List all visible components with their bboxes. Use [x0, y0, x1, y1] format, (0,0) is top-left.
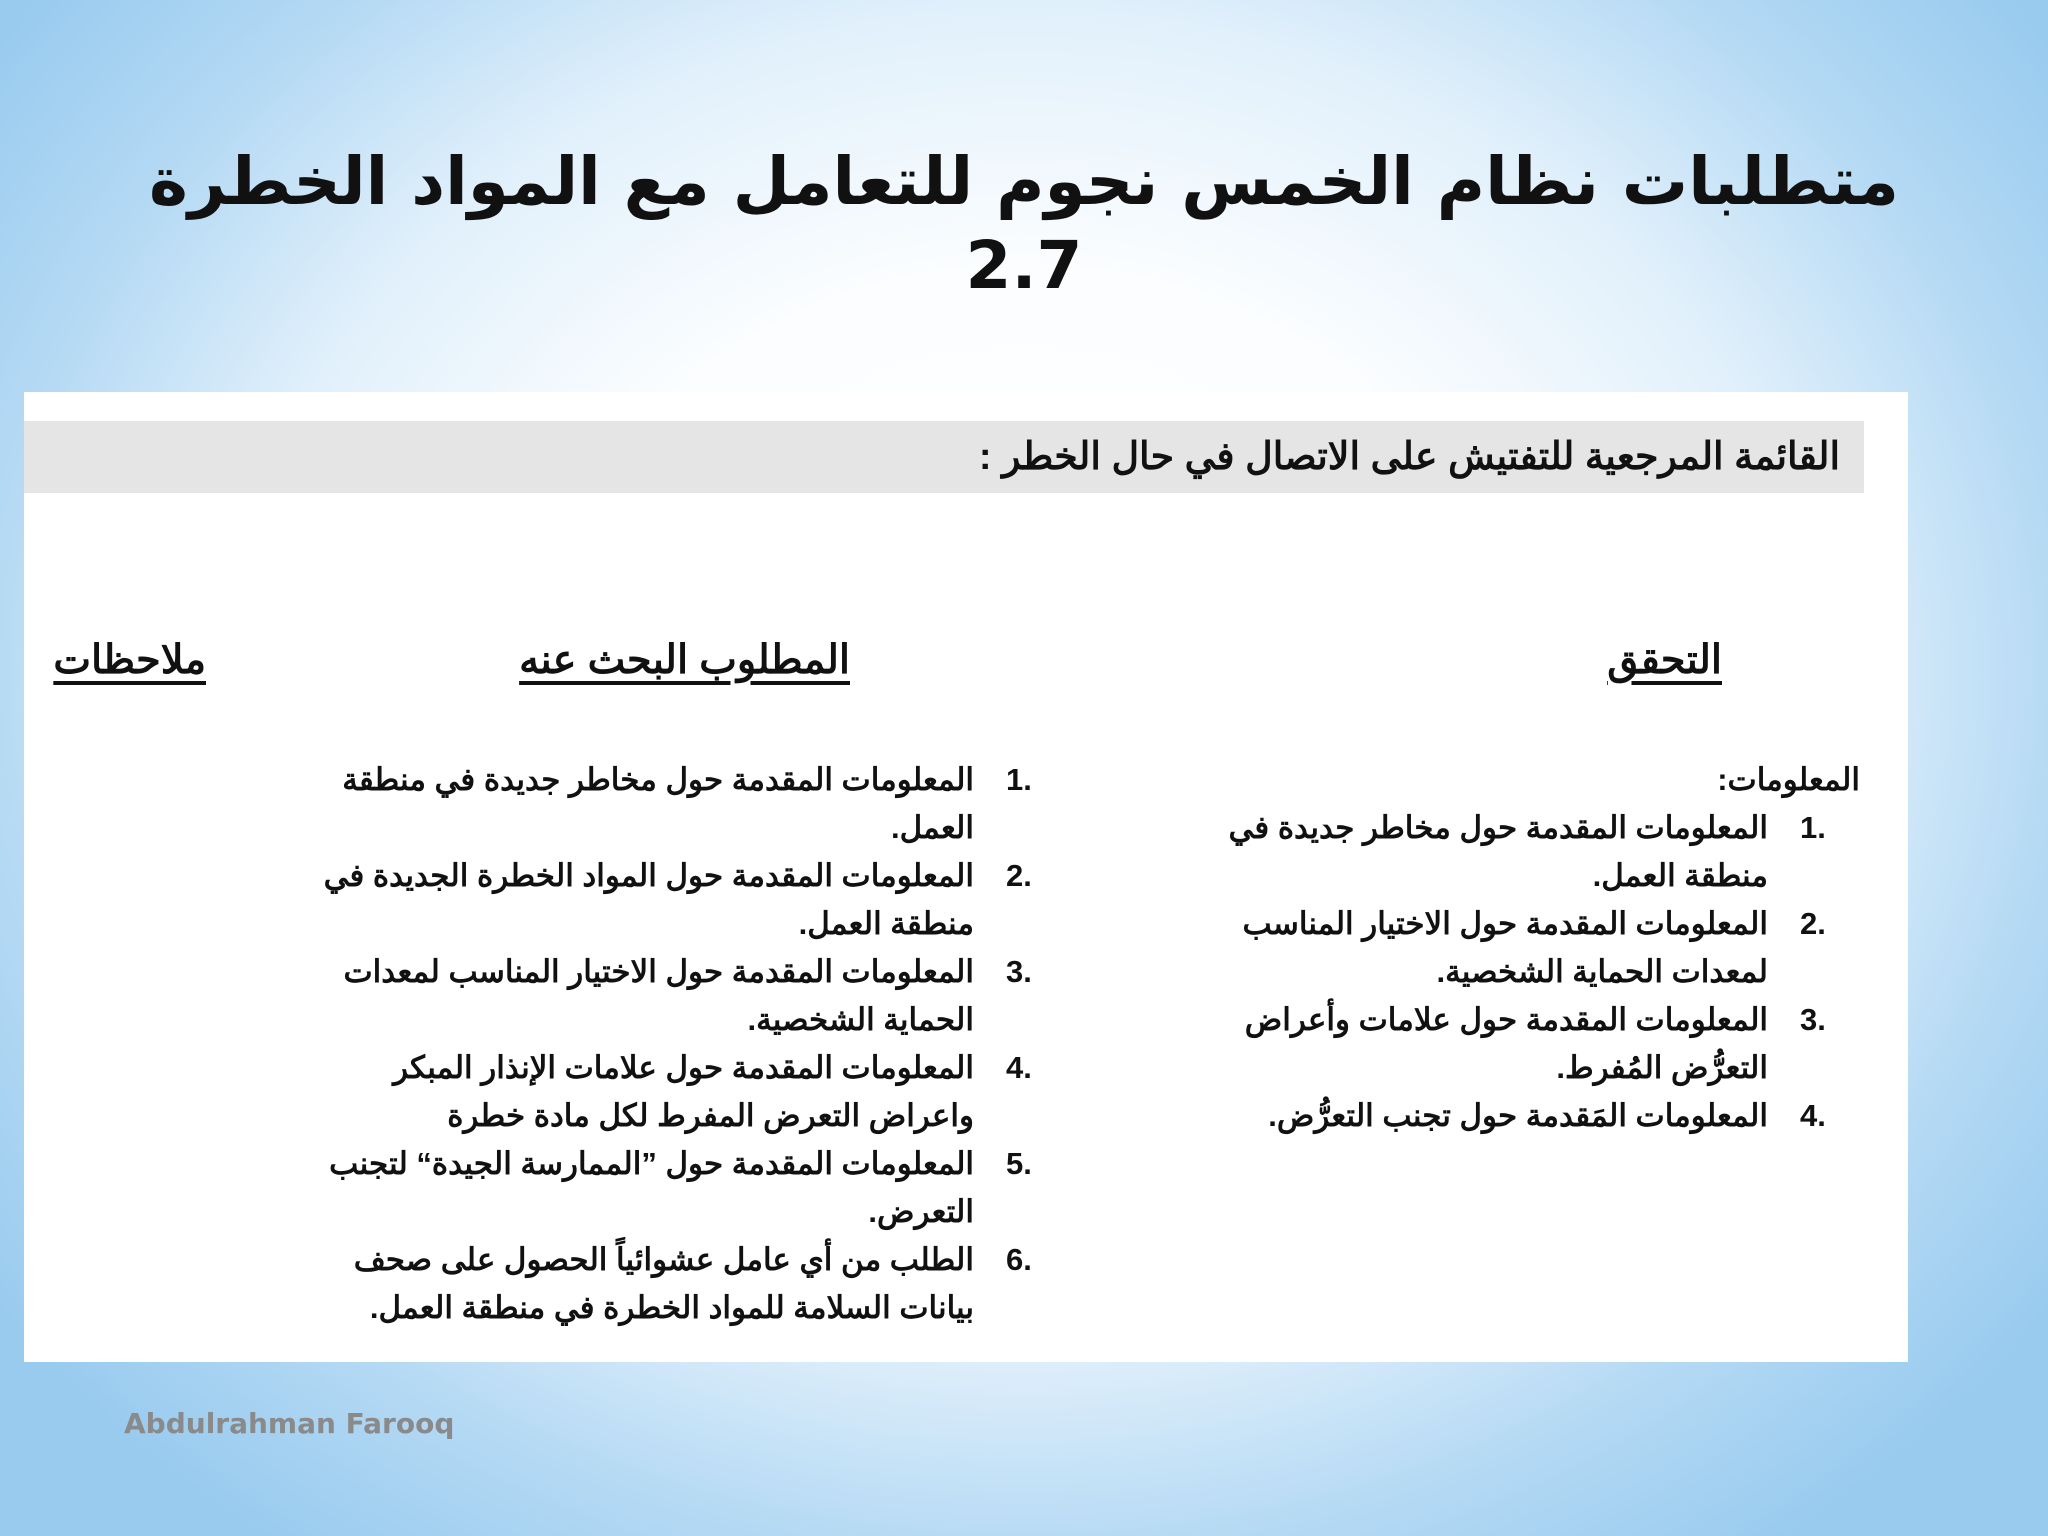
list-item: [1220, 900, 1860, 996]
list-item: [296, 948, 1066, 1044]
checklist-heading: القائمة المرجعية للتفتيش على الاتصال في حال الخطر :: [24, 421, 1864, 493]
item-number: 2.: [1800, 906, 1826, 941]
column-header-verify: التحقق: [1607, 638, 1722, 682]
item-text: المعلومات المقدمة حول المواد الخطرة الجديدة في منطقة العمل.: [323, 858, 974, 941]
item-text: المعلومات المقدمة حول الاختيار المناسب لمعدات الحماية الشخصية.: [343, 954, 974, 1037]
item-text: المعلومات المقدمة حول علامات الإنذار المبكر واعراض التعرض المفرط لكل مادة خطرة: [393, 1050, 974, 1133]
item-text: المعلومات المقدمة حول علامات وأعراض التعرُّض المُفرط.: [1244, 1002, 1768, 1085]
list-item: [1220, 996, 1860, 1092]
list-item: [296, 756, 1066, 852]
list-item: [1220, 1092, 1860, 1140]
verify-column: [1220, 756, 1860, 1140]
search-column: [296, 756, 1066, 1332]
item-number: 3.: [1800, 1002, 1826, 1037]
item-number: 6.: [1006, 1242, 1032, 1277]
item-number: 4.: [1006, 1050, 1032, 1085]
list-item: [1220, 804, 1860, 900]
author-footer: Abdulrahman Farooq: [124, 1407, 455, 1440]
item-text: المعلومات المَقدمة حول تجنب التعرُّض.: [1268, 1098, 1768, 1133]
search-list: [296, 756, 1066, 1332]
item-text: المعلومات المقدمة حول مخاطر جديدة في منطقة العمل.: [342, 762, 974, 845]
list-item: [296, 1236, 1066, 1332]
item-text: الطلب من أي عامل عشوائياً الحصول على صحف بيانات السلامة للمواد الخطرة في منطقة العمل.: [353, 1242, 974, 1325]
item-number: 1.: [1006, 762, 1032, 797]
item-number: 2.: [1006, 858, 1032, 893]
column-header-search: المطلوب البحث عنه: [519, 638, 850, 682]
list-item: [296, 852, 1066, 948]
list-item: [296, 1140, 1066, 1236]
item-text: المعلومات المقدمة حول ”الممارسة الجيدة“ لتجنب التعرض.: [329, 1146, 974, 1229]
item-text: المعلومات المقدمة حول مخاطر جديدة في منطقة العمل.: [1228, 810, 1768, 893]
list-item: [296, 1044, 1066, 1140]
slide-title: [120, 140, 1928, 308]
item-number: 5.: [1006, 1146, 1032, 1181]
slide-title-line1: متطلبات نظام الخمس نجوم للتعامل مع المواد الخطرة: [149, 143, 1899, 220]
verify-list: [1220, 804, 1860, 1140]
item-number: 3.: [1006, 954, 1032, 989]
slide-title-line2: 2.7: [965, 227, 1083, 304]
item-number: 4.: [1800, 1098, 1826, 1133]
column-header-notes: ملاحظات: [53, 638, 206, 682]
checklist-panel: [24, 392, 1908, 1362]
verify-intro: المعلومات:: [1717, 762, 1860, 797]
item-number: 1.: [1800, 810, 1826, 845]
item-text: المعلومات المقدمة حول الاختيار المناسب لمعدات الحماية الشخصية.: [1242, 906, 1768, 989]
